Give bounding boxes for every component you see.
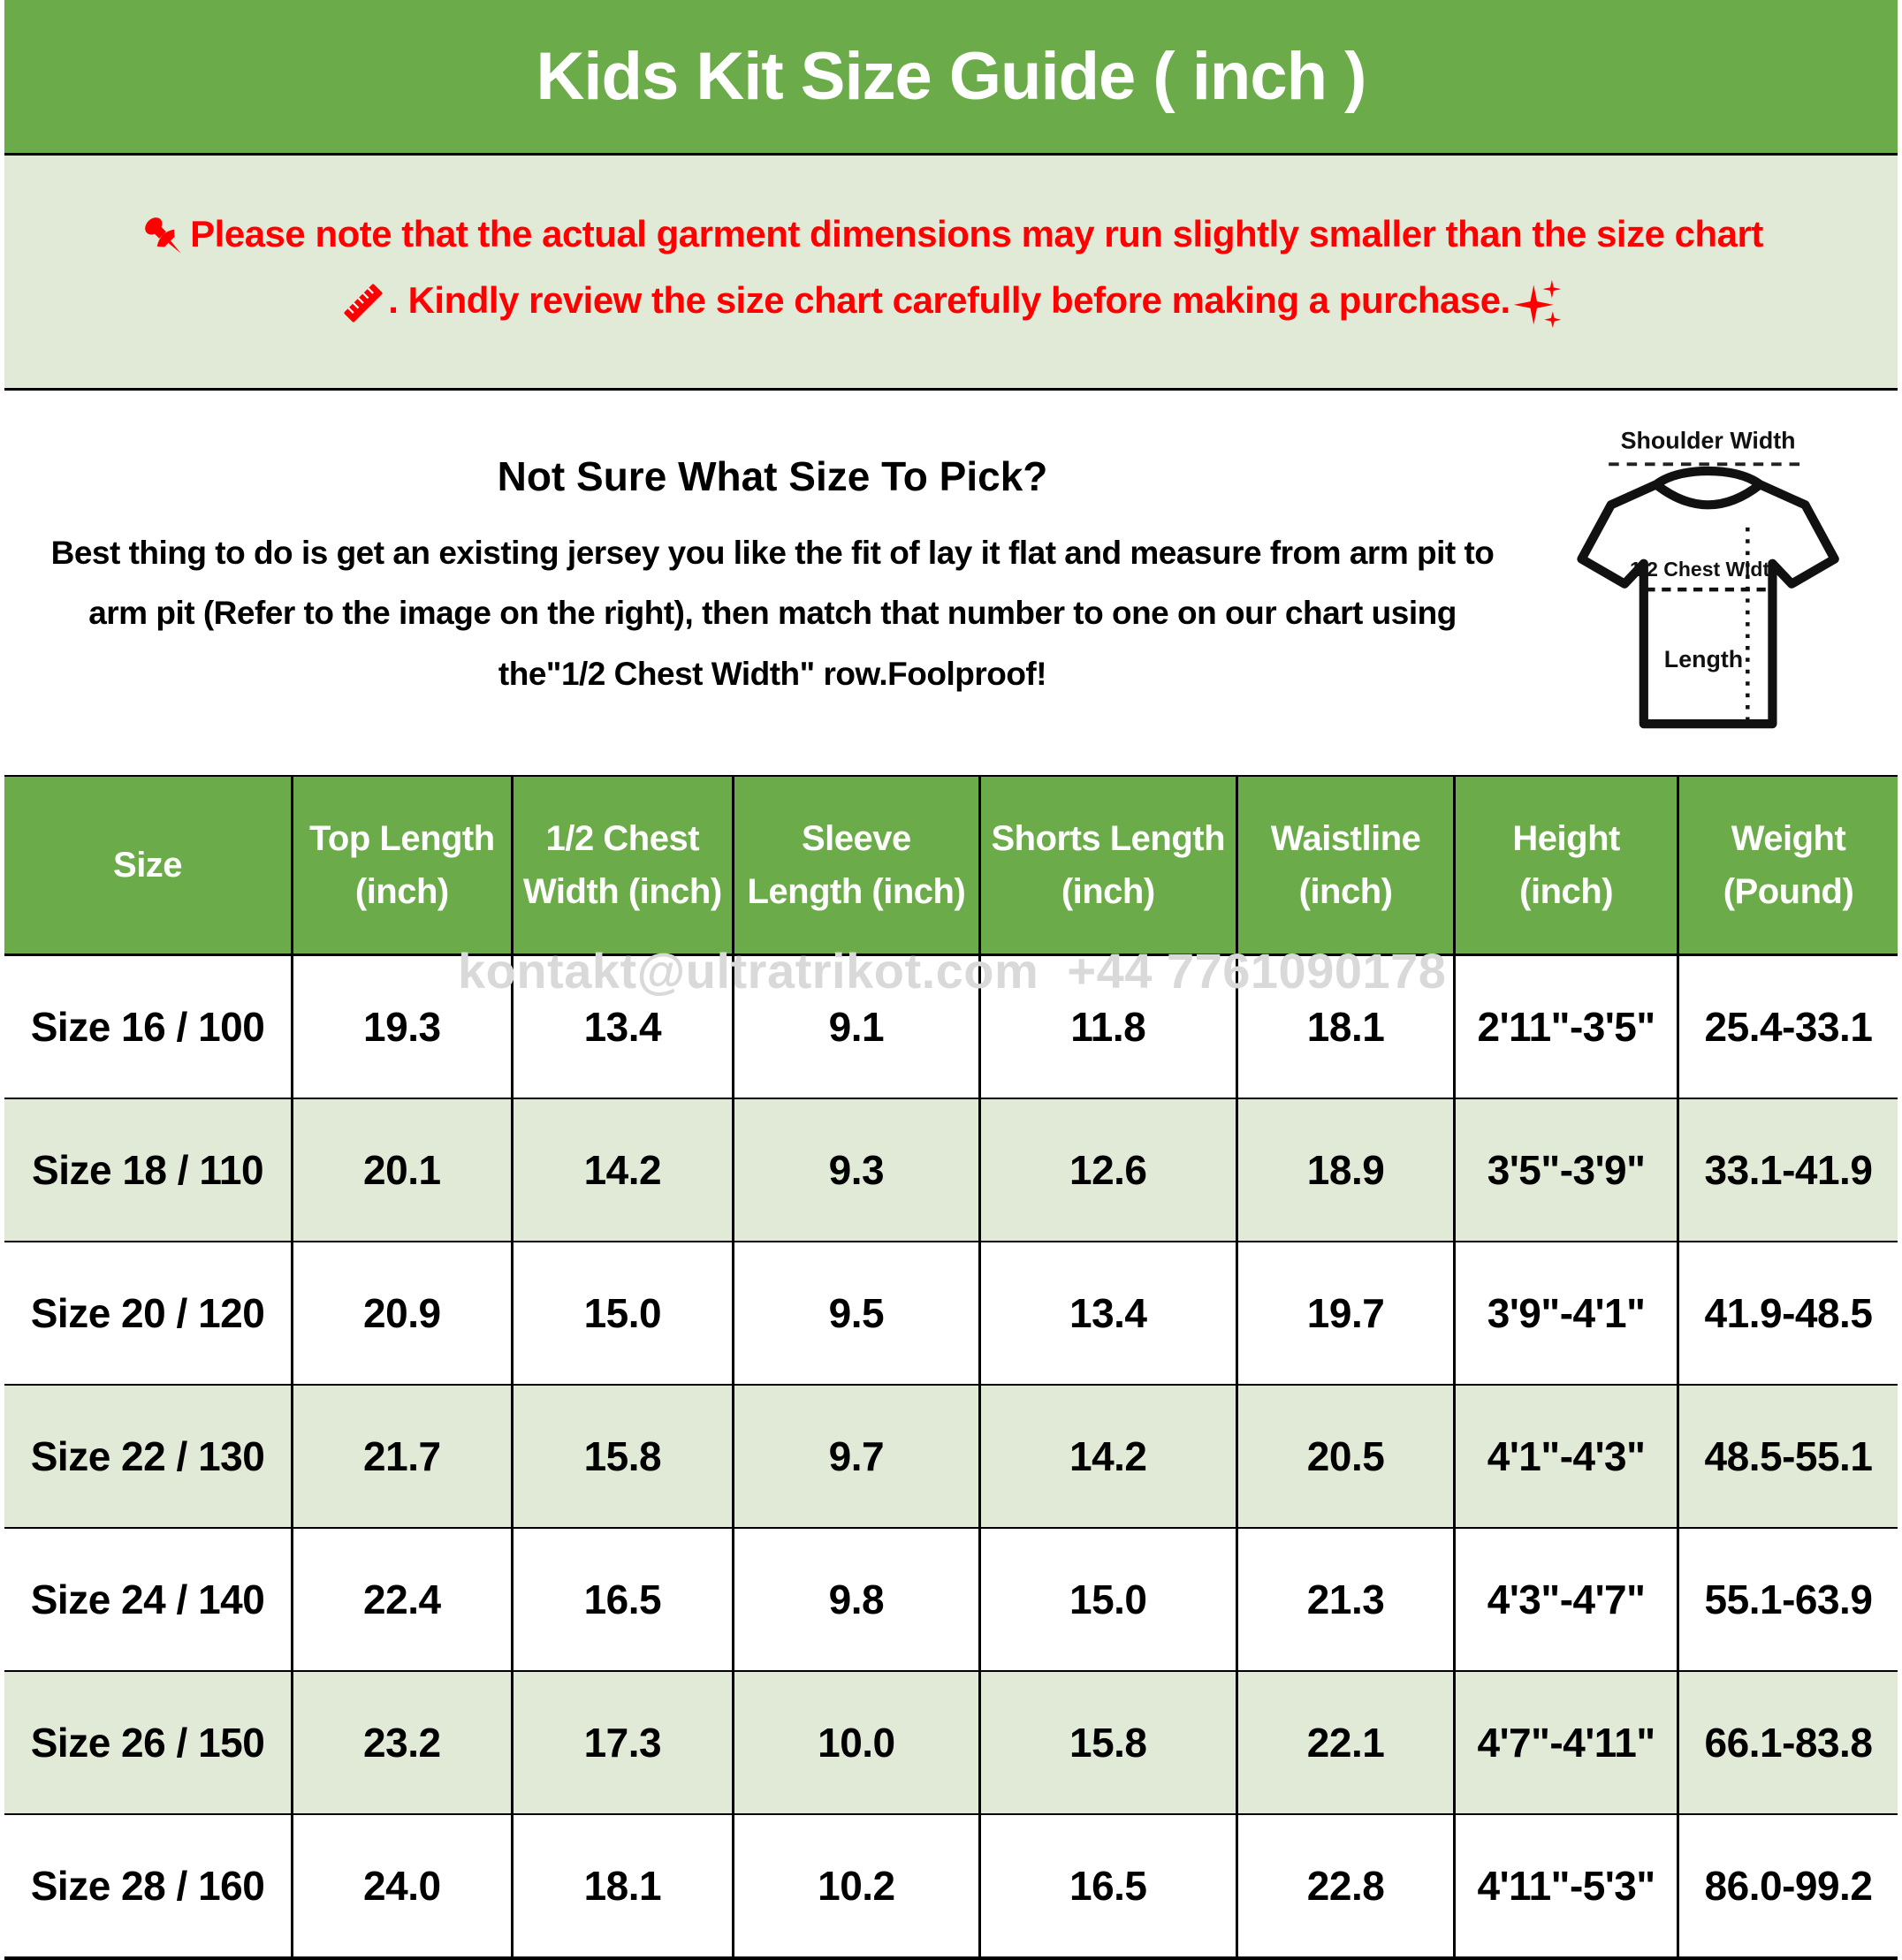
ruler-icon xyxy=(339,278,388,328)
value-cell: 4'3"-4'7" xyxy=(1455,1528,1678,1671)
column-header: Size xyxy=(4,776,293,955)
value-cell: 11.8 xyxy=(979,954,1236,1098)
size-cell: Size 20 / 120 xyxy=(4,1242,293,1385)
value-cell: 48.5-55.1 xyxy=(1678,1385,1898,1528)
value-cell: 14.2 xyxy=(512,1098,734,1242)
chest-width-label: 1/2 Chest Width xyxy=(1629,557,1783,581)
value-cell: 9.5 xyxy=(734,1242,979,1385)
value-cell: 9.1 xyxy=(734,954,979,1098)
column-header: Weight (Pound) xyxy=(1678,776,1898,955)
column-header: Shorts Length (inch) xyxy=(979,776,1236,955)
value-cell: 15.8 xyxy=(512,1385,734,1528)
value-cell: 20.5 xyxy=(1236,1385,1454,1528)
table-row xyxy=(4,1098,1898,1242)
notice-line-2 xyxy=(19,277,1883,330)
value-cell: 15.0 xyxy=(979,1528,1236,1671)
value-cell: 41.9-48.5 xyxy=(1678,1242,1898,1385)
value-cell: 18.9 xyxy=(1236,1098,1454,1242)
value-cell: 9.7 xyxy=(734,1385,979,1528)
table-row xyxy=(4,954,1898,1098)
value-cell: 22.4 xyxy=(293,1528,512,1671)
column-header: Waistline (inch) xyxy=(1236,776,1454,955)
page-header xyxy=(4,0,1898,156)
size-cell: Size 16 / 100 xyxy=(4,954,293,1098)
value-cell: 19.7 xyxy=(1236,1242,1454,1385)
size-cell: Size 18 / 110 xyxy=(4,1098,293,1242)
column-header: Sleeve Length (inch) xyxy=(734,776,979,955)
column-header: Top Length (inch) xyxy=(293,776,512,955)
value-cell: 23.2 xyxy=(293,1671,512,1814)
value-cell: 4'1"-4'3" xyxy=(1455,1385,1678,1528)
value-cell: 15.8 xyxy=(979,1671,1236,1814)
shoulder-width-label: Shoulder Width xyxy=(1620,427,1796,454)
help-body: Best thing to do is get an existing jersey you like the fit of lay it flat and measure from arm pit to arm pit (Refer to the image on the right), then match that number to one on our chart using the"1/2 Chest Width" row.Foolproof! xyxy=(50,534,1495,692)
size-table-body xyxy=(4,954,1898,1958)
value-cell: 18.1 xyxy=(1236,954,1454,1098)
value-cell: 55.1-63.9 xyxy=(1678,1528,1898,1671)
help-heading: Not Sure What Size To Pick? xyxy=(497,452,1048,499)
value-cell: 12.6 xyxy=(979,1098,1236,1242)
help-text xyxy=(6,417,1539,754)
size-table xyxy=(4,775,1898,1960)
value-cell: 16.5 xyxy=(512,1528,734,1671)
watermark: kontakt@ultratrikot.com +44 7761090178 xyxy=(458,943,1447,999)
table-row xyxy=(4,1671,1898,1814)
value-cell: 13.4 xyxy=(512,954,734,1098)
table-row xyxy=(4,1814,1898,1958)
length-label: Length xyxy=(1663,646,1744,673)
value-cell: 4'7"-4'11" xyxy=(1455,1671,1678,1814)
value-cell: 17.3 xyxy=(512,1671,734,1814)
value-cell: 4'11"-5'3" xyxy=(1455,1814,1678,1958)
size-cell: Size 28 / 160 xyxy=(4,1814,293,1958)
value-cell: 25.4-33.1 xyxy=(1678,954,1898,1098)
value-cell: 21.7 xyxy=(293,1385,512,1528)
value-cell: 18.1 xyxy=(512,1814,734,1958)
value-cell: 3'9"-4'1" xyxy=(1455,1242,1678,1385)
value-cell: 10.0 xyxy=(734,1671,979,1814)
notice-line-1 xyxy=(19,210,1883,262)
value-cell: 13.4 xyxy=(979,1242,1236,1385)
notice-text-2: . Kindly review the size chart carefully before making a purchase. xyxy=(388,279,1510,321)
size-table-header-row xyxy=(4,776,1898,955)
sparkles-icon xyxy=(1510,277,1563,330)
value-cell: 14.2 xyxy=(979,1385,1236,1528)
column-header: Height (inch) xyxy=(1455,776,1678,955)
value-cell: 15.0 xyxy=(512,1242,734,1385)
page-title: Kids Kit Size Guide ( inch ) xyxy=(536,39,1366,114)
value-cell: 20.1 xyxy=(293,1098,512,1242)
value-cell: 9.8 xyxy=(734,1528,979,1671)
value-cell: 20.9 xyxy=(293,1242,512,1385)
size-cell: Size 26 / 150 xyxy=(4,1671,293,1814)
value-cell: 19.3 xyxy=(293,954,512,1098)
value-cell: 22.8 xyxy=(1236,1814,1454,1958)
value-cell: 10.2 xyxy=(734,1814,979,1958)
column-header: 1/2 Chest Width (inch) xyxy=(512,776,734,955)
value-cell: 16.5 xyxy=(979,1814,1236,1958)
value-cell: 21.3 xyxy=(1236,1528,1454,1671)
value-cell: 33.1-41.9 xyxy=(1678,1098,1898,1242)
size-cell: Size 24 / 140 xyxy=(4,1528,293,1671)
table-row xyxy=(4,1242,1898,1385)
help-section xyxy=(4,391,1898,775)
notice-box xyxy=(4,156,1898,391)
table-row xyxy=(4,1385,1898,1528)
pushpin-icon xyxy=(139,211,190,262)
notice-text-1: Please note that the actual garment dimensions may run slightly smaller than the size chart xyxy=(190,213,1763,254)
value-cell: 24.0 xyxy=(293,1814,512,1958)
value-cell: 66.1-83.8 xyxy=(1678,1671,1898,1814)
value-cell: 9.3 xyxy=(734,1098,979,1242)
value-cell: 86.0-99.2 xyxy=(1678,1814,1898,1958)
tshirt-diagram xyxy=(1539,417,1894,754)
table-row xyxy=(4,1528,1898,1671)
value-cell: 2'11"-3'5" xyxy=(1455,954,1678,1098)
size-cell: Size 22 / 130 xyxy=(4,1385,293,1528)
value-cell: 22.1 xyxy=(1236,1671,1454,1814)
value-cell: 3'5"-3'9" xyxy=(1455,1098,1678,1242)
